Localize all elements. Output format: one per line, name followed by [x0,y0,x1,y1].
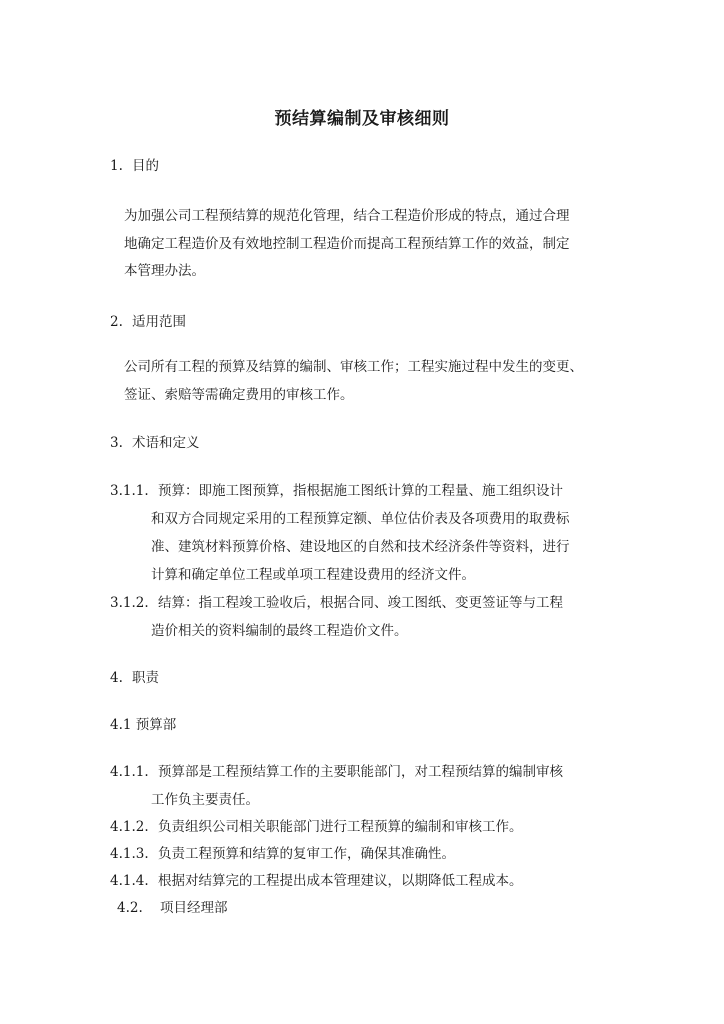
paragraph-line: 签证、索赔等需确定费用的审核工作。 [124,387,354,403]
clause-number: 4.1.4. [110,873,149,889]
section-title: 职责 [132,670,159,686]
clause-text: 负责工程预算和结算的复审工作，确保其准确性。 [158,846,455,862]
clause-4-1-3 [110,845,455,863]
subsection-4-1-heading: 4.1 预算部 [110,717,177,733]
clause-text: 预算部是工程预结算工作的主要职能部门，对工程预结算的编制审核 [158,764,563,780]
subsection-4-2-heading [117,899,228,917]
section-title: 术语和定义 [132,435,200,451]
section-4-heading [110,669,159,687]
clause-continuation: 计算和确定单位工程或单项工程建设费用的经济文件。 [151,567,475,583]
clause-4-1-1 [110,763,563,781]
clause-text: 根据对结算完的工程提出成本管理建议，以期降低工程成本。 [158,873,523,889]
section-number: 4. [110,670,123,686]
clause-text: 预算：即施工图预算，指根据施工图纸计算的工程量、施工组织设计 [158,483,563,499]
clause-number: 3.1.1. [110,483,149,499]
clause-3-1-1 [110,482,563,500]
clause-number: 4.2. [117,900,143,916]
section-1-heading [110,157,159,175]
clause-number: 3.1.2. [110,595,149,611]
section-number: 1. [110,158,123,174]
clause-4-1-2 [110,818,523,836]
clause-4-1-4 [110,872,523,890]
clause-text: 结算：指工程竣工验收后，根据合同、竣工图纸、变更签证等与工程 [158,595,563,611]
clause-text: 负责组织公司相关职能部门进行工程预算的编制和审核工作。 [158,819,523,835]
clause-number: 4.1.2. [110,819,149,835]
section-number: 3. [110,435,123,451]
clause-continuation: 工作负主要责任。 [151,792,259,808]
paragraph-line: 为加强公司工程预结算的规范化管理，结合工程造价形成的特点，通过合理 [124,208,570,224]
clause-number: 4.1.3. [110,846,149,862]
clause-continuation: 造价相关的资料编制的最终工程造价文件。 [151,623,408,639]
section-2-heading [110,313,186,331]
subsection-title: 项目经理部 [160,900,228,916]
paragraph-line: 地确定工程造价及有效地控制工程造价而提高工程预结算工作的效益，制定 [124,236,570,252]
clause-number: 4.1.1. [110,764,149,780]
clause-continuation: 准、建筑材料预算价格、建设地区的自然和技术经济条件等资料，进行 [151,539,570,555]
section-number: 2. [110,314,123,330]
document-title: 预结算编制及审核细则 [274,109,450,129]
clause-3-1-2 [110,594,563,612]
paragraph-line: 公司所有工程的预算及结算的编制、审核工作；工程实施过程中发生的变更、 [124,359,583,375]
section-3-heading [110,434,200,452]
paragraph-line: 本管理办法。 [124,263,205,279]
clause-continuation: 和双方合同规定采用的工程预算定额、单位估价表及各项费用的取费标 [151,511,570,527]
section-title: 适用范围 [132,314,186,330]
section-title: 目的 [132,158,159,174]
